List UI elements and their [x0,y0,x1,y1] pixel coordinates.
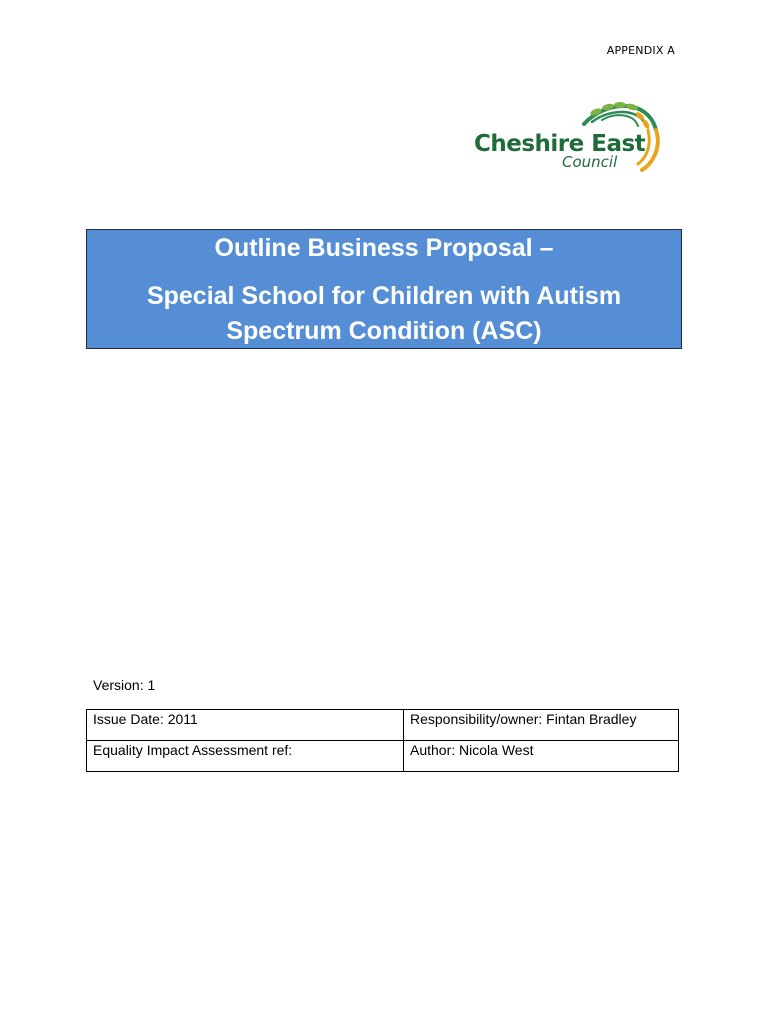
table-row [87,710,679,741]
version-label: Version: 1 [93,677,156,693]
title-box [86,229,682,349]
issue-date-cell: Issue Date: 2011 [87,710,404,741]
author-cell: Author: Nicola West [404,741,679,772]
logo-name: Cheshire East [474,131,646,157]
eia-ref-cell: Equality Impact Assessment ref: [87,741,404,772]
table-row [87,741,679,772]
document-title: Outline Business Proposal – [214,234,554,262]
appendix-label: APPENDIX A [606,44,675,57]
responsibility-cell: Responsibility/owner: Fintan Bradley [404,710,679,741]
document-subtitle: Special School for Children with Autism Spectrum Condition (ASC) [146,282,622,345]
council-logo [456,86,664,182]
logo-subname: Council [562,153,618,171]
document-meta-table [86,709,679,772]
